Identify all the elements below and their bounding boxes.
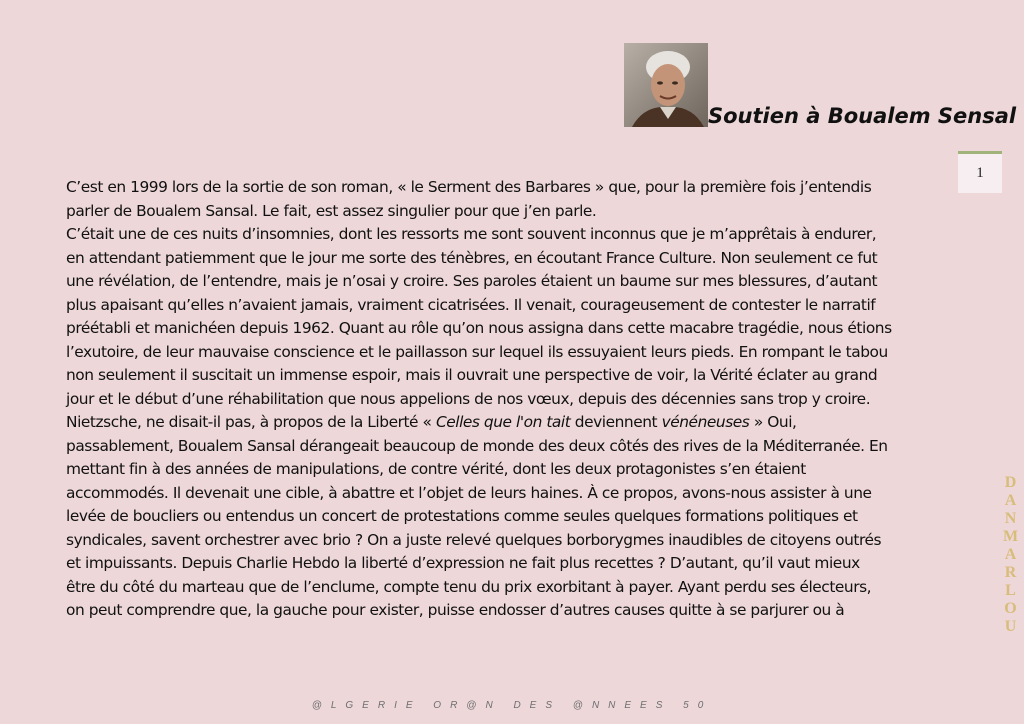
text-line: accommodés. Il devenait une cible, à abattre et l’objet de leurs haines. À ce propos, avons-nous assister à une (66, 483, 872, 502)
author-portrait (624, 43, 708, 127)
page-number: 1 (958, 151, 1002, 193)
quote-lead: Nietzsche, ne disait-il pas, à propos de la Liberté « (66, 413, 436, 431)
text-line: levée de boucliers ou entendus un concert de protestations comme seules quelques formations politiques et (66, 507, 858, 525)
text-line: parler de Boualem Sansal. Le fait, est assez singulier pour que j’en parle. (66, 201, 597, 220)
quote-middle: deviennent (570, 413, 662, 431)
text-line: jour et le début d’une réhabilitation que nous appelions de nos vœux, depuis des décennies sans trop y croire. (66, 389, 871, 408)
text-line: C’était une de ces nuits d’insomnies, dont les ressorts me sont souvent inconnus que je m’apprêtais à endurer, (66, 225, 877, 243)
page-footer: @LGERIE OR@N DES @NNEES 50 (311, 700, 713, 711)
page-title: Soutien à Boualem Sensal (708, 104, 1017, 128)
text-line: une révélation, de l’entendre, mais je n’osai y croire. Ses paroles étaient un baume sur mes blessures, d’autant (66, 272, 878, 290)
text-line: C’est en 1999 lors de la sortie de son roman, « le Serment des Barbares » que, pour la première fois j’entendis (66, 178, 872, 196)
side-brand-label: DANMARLOU (1002, 474, 1019, 636)
text-line: on peut comprendre que, la gauche pour exister, puisse endosser d’autres causes quitte à se parjurer ou à (66, 601, 845, 619)
article-body (66, 176, 956, 623)
nietzsche-quote-line (66, 411, 956, 435)
text-line: syndicales, savent orchestrer avec brio ? On a juste relevé quelques borborygmes inaudibles de citoyens outrés (66, 530, 882, 549)
text-line: plus apaisant qu’elles n’avaient jamais, vraiment cicatrisées. Il venait, courageusement de contester le narratif (66, 295, 876, 314)
text-line: non seulement il suscitait un immense espoir, mais il ouvrait une perspective de voir, la Vérité éclater au grand (66, 366, 878, 384)
text-line: passablement, Boualem Sansal dérangeait beaucoup de monde des deux côtés des rives de la Méditerranée. En (66, 436, 888, 455)
text-line: préétabli et manichéen depuis 1962. Quant au rôle qu’on nous assigna dans cette macabre tragédie, nous étions (66, 319, 892, 337)
portrait-image (624, 43, 708, 127)
text-line: en attendant patiemment que le jour me sorte des ténèbres, en écoutant France Culture. Non seulement ce fut (66, 248, 878, 267)
quote-tail: » Oui, (749, 413, 797, 431)
text-line: être du côté du marteau que de l’enclume, compte tenu du prix exorbitant à payer. Ayant perdu ses électeurs, (66, 577, 872, 596)
text-line: et impuissants. Depuis Charlie Hebdo la liberté d’expression ne fait plus recettes ? D’autant, qu’il vaut mieux (66, 554, 860, 572)
quote-text: Celles que l'on tait (435, 413, 571, 431)
quote-text-2: vénéneuses (661, 413, 750, 431)
text-line: l’exutoire, de leur mauvaise conscience et le paillasson sur lequel ils essuyaient leurs pieds. En rompant le tabou (66, 342, 888, 361)
text-line: mettant fin à des années de manipulations, de contre vérité, dont les deux protagonistes s’en étaient (66, 460, 806, 478)
